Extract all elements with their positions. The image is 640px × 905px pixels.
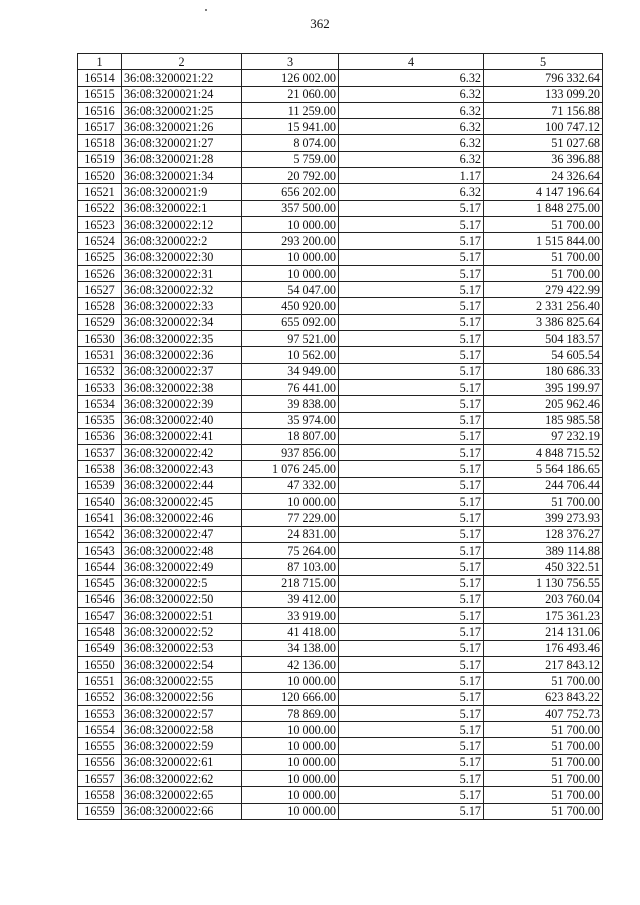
row-number-cell: 16551	[78, 673, 122, 689]
cadastral-number-cell: 36:08:3200022:1	[122, 200, 242, 216]
cadastral-number-cell: 36:08:3200022:42	[122, 445, 242, 461]
row-number-cell: 16541	[78, 510, 122, 526]
value-cell: 203 760.04	[484, 591, 603, 607]
row-number-cell: 16543	[78, 542, 122, 558]
area-cell: 10 000.00	[242, 754, 339, 770]
row-number-cell: 16540	[78, 494, 122, 510]
cadastral-number-cell: 36:08:3200022:46	[122, 510, 242, 526]
column-header-2: 2	[122, 54, 242, 70]
cadastral-number-cell: 36:08:3200022:39	[122, 396, 242, 412]
row-number-cell: 16531	[78, 347, 122, 363]
rate-cell: 5.17	[339, 722, 484, 738]
value-cell: 4 147 196.64	[484, 184, 603, 200]
table-row	[78, 608, 603, 624]
rate-cell: 5.17	[339, 379, 484, 395]
row-number-cell: 16517	[78, 119, 122, 135]
area-cell: 293 200.00	[242, 233, 339, 249]
cadastral-number-cell: 36:08:3200022:44	[122, 477, 242, 493]
rate-cell: 5.17	[339, 445, 484, 461]
row-number-cell: 16523	[78, 216, 122, 232]
value-cell: 1 130 756.55	[484, 575, 603, 591]
area-cell: 10 000.00	[242, 249, 339, 265]
area-cell: 78 869.00	[242, 705, 339, 721]
table-row	[78, 640, 603, 656]
area-cell: 10 000.00	[242, 265, 339, 281]
rate-cell: 6.32	[339, 70, 484, 86]
rate-cell: 5.17	[339, 542, 484, 558]
area-cell: 97 521.00	[242, 331, 339, 347]
row-number-cell: 16559	[78, 803, 122, 819]
area-cell: 218 715.00	[242, 575, 339, 591]
value-cell: 100 747.12	[484, 119, 603, 135]
table-row	[78, 542, 603, 558]
table-row	[78, 249, 603, 265]
table-row	[78, 559, 603, 575]
row-number-cell: 16554	[78, 722, 122, 738]
rate-cell: 5.17	[339, 396, 484, 412]
value-cell: 51 700.00	[484, 673, 603, 689]
table-row	[78, 412, 603, 428]
area-cell: 41 418.00	[242, 624, 339, 640]
cadastral-number-cell: 36:08:3200022:62	[122, 771, 242, 787]
rate-cell: 5.17	[339, 787, 484, 803]
area-cell: 47 332.00	[242, 477, 339, 493]
table-row	[78, 624, 603, 640]
row-number-cell: 16532	[78, 363, 122, 379]
table-row	[78, 754, 603, 770]
row-number-cell: 16516	[78, 102, 122, 118]
cadastral-number-cell: 36:08:3200022:5	[122, 575, 242, 591]
rate-cell: 5.17	[339, 494, 484, 510]
rate-cell: 5.17	[339, 673, 484, 689]
cadastral-number-cell: 36:08:3200022:12	[122, 216, 242, 232]
row-number-cell: 16536	[78, 428, 122, 444]
row-number-cell: 16546	[78, 591, 122, 607]
row-number-cell: 16549	[78, 640, 122, 656]
table-row	[78, 396, 603, 412]
value-cell: 175 361.23	[484, 608, 603, 624]
value-cell: 2 331 256.40	[484, 298, 603, 314]
value-cell: 450 322.51	[484, 559, 603, 575]
value-cell: 51 027.68	[484, 135, 603, 151]
table-row	[78, 445, 603, 461]
cadastral-number-cell: 36:08:3200022:49	[122, 559, 242, 575]
area-cell: 10 000.00	[242, 722, 339, 738]
row-number-cell: 16535	[78, 412, 122, 428]
cadastral-number-cell: 36:08:3200022:55	[122, 673, 242, 689]
value-cell: 504 183.57	[484, 331, 603, 347]
row-number-cell: 16557	[78, 771, 122, 787]
table-row	[78, 461, 603, 477]
column-header-4: 4	[339, 54, 484, 70]
cadastral-number-cell: 36:08:3200021:24	[122, 86, 242, 102]
table-row	[78, 135, 603, 151]
value-cell: 36 396.88	[484, 151, 603, 167]
value-cell: 5 564 186.65	[484, 461, 603, 477]
rate-cell: 5.17	[339, 347, 484, 363]
table-row	[78, 86, 603, 102]
rate-cell: 5.17	[339, 624, 484, 640]
cadastral-number-cell: 36:08:3200022:66	[122, 803, 242, 819]
row-number-cell: 16537	[78, 445, 122, 461]
cadastral-number-cell: 36:08:3200022:47	[122, 526, 242, 542]
table-row	[78, 314, 603, 330]
table-row	[78, 656, 603, 672]
cadastral-number-cell: 36:08:3200022:31	[122, 265, 242, 281]
area-cell: 10 562.00	[242, 347, 339, 363]
row-number-cell: 16544	[78, 559, 122, 575]
area-cell: 655 092.00	[242, 314, 339, 330]
rate-cell: 5.17	[339, 608, 484, 624]
table-row	[78, 494, 603, 510]
rate-cell: 1.17	[339, 168, 484, 184]
table-row	[78, 477, 603, 493]
rate-cell: 5.17	[339, 640, 484, 656]
value-cell: 180 686.33	[484, 363, 603, 379]
area-cell: 34 138.00	[242, 640, 339, 656]
value-cell: 51 700.00	[484, 722, 603, 738]
cadastral-number-cell: 36:08:3200022:50	[122, 591, 242, 607]
area-cell: 10 000.00	[242, 216, 339, 232]
cadastral-number-cell: 36:08:3200022:2	[122, 233, 242, 249]
row-number-cell: 16515	[78, 86, 122, 102]
table-row	[78, 119, 603, 135]
rate-cell: 5.17	[339, 575, 484, 591]
row-number-cell: 16538	[78, 461, 122, 477]
area-cell: 39 412.00	[242, 591, 339, 607]
area-cell: 10 000.00	[242, 738, 339, 754]
cadastral-number-cell: 36:08:3200022:38	[122, 379, 242, 395]
value-cell: 4 848 715.52	[484, 445, 603, 461]
table-row	[78, 363, 603, 379]
rate-cell: 5.17	[339, 510, 484, 526]
value-cell: 54 605.54	[484, 347, 603, 363]
table-body	[78, 70, 603, 820]
row-number-cell: 16530	[78, 331, 122, 347]
row-number-cell: 16550	[78, 656, 122, 672]
rate-cell: 5.17	[339, 428, 484, 444]
rate-cell: 5.17	[339, 754, 484, 770]
value-cell: 51 700.00	[484, 803, 603, 819]
rate-cell: 5.17	[339, 412, 484, 428]
row-number-cell: 16539	[78, 477, 122, 493]
rate-cell: 6.32	[339, 135, 484, 151]
column-header-1: 1	[78, 54, 122, 70]
cadastral-number-cell: 36:08:3200022:34	[122, 314, 242, 330]
rate-cell: 5.17	[339, 591, 484, 607]
value-cell: 1 515 844.00	[484, 233, 603, 249]
area-cell: 10 000.00	[242, 494, 339, 510]
row-number-cell: 16545	[78, 575, 122, 591]
row-number-cell: 16555	[78, 738, 122, 754]
value-cell: 51 700.00	[484, 771, 603, 787]
value-cell: 24 326.64	[484, 168, 603, 184]
cadastral-number-cell: 36:08:3200022:58	[122, 722, 242, 738]
cadastral-number-cell: 36:08:3200022:56	[122, 689, 242, 705]
area-cell: 937 856.00	[242, 445, 339, 461]
cadastral-number-cell: 36:08:3200021:9	[122, 184, 242, 200]
table-row	[78, 282, 603, 298]
rate-cell: 5.17	[339, 738, 484, 754]
rate-cell: 5.17	[339, 265, 484, 281]
column-header-3: 3	[242, 54, 339, 70]
rate-cell: 5.17	[339, 771, 484, 787]
scan-speck	[205, 9, 207, 11]
cadastral-number-cell: 36:08:3200021:34	[122, 168, 242, 184]
row-number-cell: 16547	[78, 608, 122, 624]
cadastral-number-cell: 36:08:3200022:32	[122, 282, 242, 298]
value-cell: 407 752.73	[484, 705, 603, 721]
value-cell: 623 843.22	[484, 689, 603, 705]
area-cell: 18 807.00	[242, 428, 339, 444]
area-cell: 87 103.00	[242, 559, 339, 575]
table-row	[78, 331, 603, 347]
rate-cell: 5.17	[339, 526, 484, 542]
value-cell: 71 156.88	[484, 102, 603, 118]
area-cell: 357 500.00	[242, 200, 339, 216]
rate-cell: 6.32	[339, 102, 484, 118]
area-cell: 8 074.00	[242, 135, 339, 151]
table-row	[78, 787, 603, 803]
rate-cell: 5.17	[339, 200, 484, 216]
cadastral-number-cell: 36:08:3200022:40	[122, 412, 242, 428]
cadastral-number-cell: 36:08:3200022:45	[122, 494, 242, 510]
rate-cell: 5.17	[339, 314, 484, 330]
area-cell: 10 000.00	[242, 803, 339, 819]
area-cell: 33 919.00	[242, 608, 339, 624]
value-cell: 389 114.88	[484, 542, 603, 558]
rate-cell: 5.17	[339, 363, 484, 379]
area-cell: 39 838.00	[242, 396, 339, 412]
area-cell: 10 000.00	[242, 787, 339, 803]
value-cell: 395 199.97	[484, 379, 603, 395]
table-row	[78, 771, 603, 787]
table-row	[78, 705, 603, 721]
rate-cell: 5.17	[339, 803, 484, 819]
row-number-cell: 16556	[78, 754, 122, 770]
rate-cell: 6.32	[339, 184, 484, 200]
value-cell: 51 700.00	[484, 738, 603, 754]
cadastral-number-cell: 36:08:3200022:33	[122, 298, 242, 314]
area-cell: 21 060.00	[242, 86, 339, 102]
cadastral-number-cell: 36:08:3200022:59	[122, 738, 242, 754]
rate-cell: 6.32	[339, 119, 484, 135]
area-cell: 35 974.00	[242, 412, 339, 428]
area-cell: 24 831.00	[242, 526, 339, 542]
cadastral-number-cell: 36:08:3200022:61	[122, 754, 242, 770]
rate-cell: 5.17	[339, 298, 484, 314]
row-number-cell: 16521	[78, 184, 122, 200]
value-cell: 244 706.44	[484, 477, 603, 493]
rate-cell: 5.17	[339, 477, 484, 493]
cadastral-number-cell: 36:08:3200022:52	[122, 624, 242, 640]
rate-cell: 5.17	[339, 282, 484, 298]
table-row	[78, 591, 603, 607]
table-row	[78, 510, 603, 526]
row-number-cell: 16520	[78, 168, 122, 184]
table-row	[78, 151, 603, 167]
area-cell: 126 002.00	[242, 70, 339, 86]
area-cell: 656 202.00	[242, 184, 339, 200]
table-row	[78, 102, 603, 118]
area-cell: 10 000.00	[242, 673, 339, 689]
header-row	[78, 54, 603, 70]
row-number-cell: 16533	[78, 379, 122, 395]
value-cell: 205 962.46	[484, 396, 603, 412]
area-cell: 34 949.00	[242, 363, 339, 379]
value-cell: 176 493.46	[484, 640, 603, 656]
rate-cell: 5.17	[339, 461, 484, 477]
area-cell: 20 792.00	[242, 168, 339, 184]
area-cell: 1 076 245.00	[242, 461, 339, 477]
cadastral-number-cell: 36:08:3200021:25	[122, 102, 242, 118]
cadastral-number-cell: 36:08:3200022:36	[122, 347, 242, 363]
table-row	[78, 265, 603, 281]
table-row	[78, 673, 603, 689]
cadastral-number-cell: 36:08:3200021:26	[122, 119, 242, 135]
cadastral-number-cell: 36:08:3200022:57	[122, 705, 242, 721]
cadastral-number-cell: 36:08:3200022:35	[122, 331, 242, 347]
table-row	[78, 803, 603, 819]
table-row	[78, 347, 603, 363]
table-row	[78, 689, 603, 705]
value-cell: 51 700.00	[484, 249, 603, 265]
value-cell: 97 232.19	[484, 428, 603, 444]
cadastral-number-cell: 36:08:3200022:48	[122, 542, 242, 558]
row-number-cell: 16542	[78, 526, 122, 542]
table-row	[78, 184, 603, 200]
table-row	[78, 200, 603, 216]
cadastral-number-cell: 36:08:3200022:41	[122, 428, 242, 444]
rate-cell: 5.17	[339, 216, 484, 232]
row-number-cell: 16525	[78, 249, 122, 265]
rate-cell: 5.17	[339, 249, 484, 265]
value-cell: 51 700.00	[484, 494, 603, 510]
value-cell: 128 376.27	[484, 526, 603, 542]
row-number-cell: 16518	[78, 135, 122, 151]
area-cell: 75 264.00	[242, 542, 339, 558]
rate-cell: 5.17	[339, 689, 484, 705]
value-cell: 51 700.00	[484, 265, 603, 281]
column-header-5: 5	[484, 54, 603, 70]
row-number-cell: 16552	[78, 689, 122, 705]
rate-cell: 5.17	[339, 331, 484, 347]
value-cell: 214 131.06	[484, 624, 603, 640]
value-cell: 51 700.00	[484, 754, 603, 770]
row-number-cell: 16529	[78, 314, 122, 330]
rate-cell: 5.17	[339, 705, 484, 721]
value-cell: 51 700.00	[484, 216, 603, 232]
table-row	[78, 216, 603, 232]
value-cell: 133 099.20	[484, 86, 603, 102]
table-row	[78, 526, 603, 542]
row-number-cell: 16524	[78, 233, 122, 249]
value-cell: 399 273.93	[484, 510, 603, 526]
page-number: 362	[310, 16, 330, 31]
cadastral-number-cell: 36:08:3200021:22	[122, 70, 242, 86]
table-row	[78, 233, 603, 249]
row-number-cell: 16519	[78, 151, 122, 167]
area-cell: 76 441.00	[242, 379, 339, 395]
rate-cell: 5.17	[339, 559, 484, 575]
row-number-cell: 16553	[78, 705, 122, 721]
table-header	[78, 54, 603, 70]
data-table	[77, 53, 603, 820]
value-cell: 796 332.64	[484, 70, 603, 86]
row-number-cell: 16528	[78, 298, 122, 314]
rate-cell: 6.32	[339, 86, 484, 102]
area-cell: 54 047.00	[242, 282, 339, 298]
table-row	[78, 379, 603, 395]
cadastral-number-cell: 36:08:3200022:53	[122, 640, 242, 656]
table-row	[78, 428, 603, 444]
area-cell: 10 000.00	[242, 771, 339, 787]
rate-cell: 5.17	[339, 656, 484, 672]
value-cell: 217 843.12	[484, 656, 603, 672]
cadastral-number-cell: 36:08:3200021:27	[122, 135, 242, 151]
value-cell: 1 848 275.00	[484, 200, 603, 216]
row-number-cell: 16534	[78, 396, 122, 412]
row-number-cell: 16527	[78, 282, 122, 298]
cadastral-number-cell: 36:08:3200022:30	[122, 249, 242, 265]
table-row	[78, 298, 603, 314]
row-number-cell: 16522	[78, 200, 122, 216]
cadastral-number-cell: 36:08:3200021:28	[122, 151, 242, 167]
cadastral-number-cell: 36:08:3200022:37	[122, 363, 242, 379]
table-row	[78, 738, 603, 754]
row-number-cell: 16526	[78, 265, 122, 281]
area-cell: 450 920.00	[242, 298, 339, 314]
cadastral-number-cell: 36:08:3200022:65	[122, 787, 242, 803]
row-number-cell: 16558	[78, 787, 122, 803]
area-cell: 120 666.00	[242, 689, 339, 705]
value-cell: 279 422.99	[484, 282, 603, 298]
row-number-cell: 16514	[78, 70, 122, 86]
area-cell: 11 259.00	[242, 102, 339, 118]
table-row	[78, 575, 603, 591]
value-cell: 3 386 825.64	[484, 314, 603, 330]
cadastral-number-cell: 36:08:3200022:51	[122, 608, 242, 624]
table-row	[78, 70, 603, 86]
cadastral-number-cell: 36:08:3200022:54	[122, 656, 242, 672]
rate-cell: 5.17	[339, 233, 484, 249]
value-cell: 185 985.58	[484, 412, 603, 428]
table-row	[78, 722, 603, 738]
area-cell: 5 759.00	[242, 151, 339, 167]
table-row	[78, 168, 603, 184]
row-number-cell: 16548	[78, 624, 122, 640]
area-cell: 77 229.00	[242, 510, 339, 526]
value-cell: 51 700.00	[484, 787, 603, 803]
rate-cell: 6.32	[339, 151, 484, 167]
area-cell: 15 941.00	[242, 119, 339, 135]
area-cell: 42 136.00	[242, 656, 339, 672]
cadastral-number-cell: 36:08:3200022:43	[122, 461, 242, 477]
